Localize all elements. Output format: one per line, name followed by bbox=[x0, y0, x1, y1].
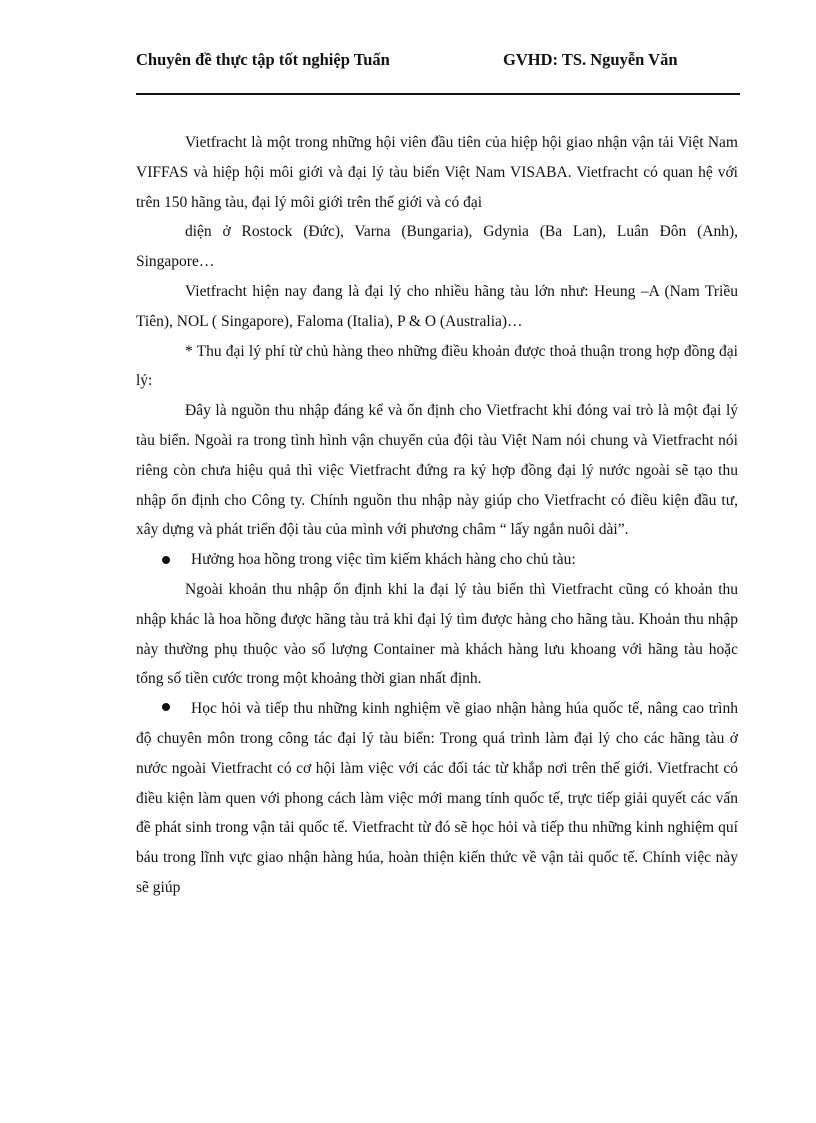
paragraph-text-last-line: Singapore… bbox=[136, 253, 215, 271]
bullet-text: Học hỏi và tiếp thu những kinh nghiệm về giao nhận hàng húa quốc tế, nâng cao trình độ chuyên môn trong công tác đại lý tàu biển: Trong quá trình làm đại lý cho các hãng tàu ở nước ngoài Vietfracht có cơ hội làm việc với các đối tác từ khắp nơi trên thế giới. Vietfracht có điều kiện làm quen với phong cách làm việc mới mang tính quốc tế, trực tiếp giải quyết các vấn đề phát sinh trong vận tải quốc tế. Vietfracht từ đó sẽ học hỏi và tiếp thu những kinh nghiệm quí báu trong lĩnh vực giao nhận hàng húa, hoàn thiện kiến thức về vận tải quốc tế. Chính việc này sẽ giúp bbox=[136, 700, 738, 896]
paragraph-text-indented-line: diện ở Rostock (Đức), Varna (Bungaria), Gdynia (Ba Lan), Luân Đôn (Anh), bbox=[185, 223, 738, 241]
header-supervisor: GVHD: TS. Nguyễn Văn bbox=[503, 50, 678, 69]
header-divider bbox=[136, 93, 740, 95]
bullet-dot-icon bbox=[162, 556, 170, 564]
bullet-dot-icon bbox=[162, 703, 170, 711]
document-body bbox=[136, 128, 738, 903]
paragraph-text: Vietfracht là một trong những hội viên đầu tiên của hiệp hội giao nhận vận tải Việt Nam VIFFAS và hiệp hội môi giới và đại lý tàu biển Việt Nam VISABA. Vietfracht có quan hệ với trên 150 hãng tàu, đại lý môi giới trên thế giới và có đại bbox=[136, 134, 738, 211]
paragraph-agency-fee: * Thu đại lý phí từ chủ hàng theo những điều khoản được thoả thuận trong hợp đồng đại lý: bbox=[136, 342, 738, 390]
paragraph-vietfracht-membership bbox=[136, 128, 738, 277]
bullet-learning-experience bbox=[136, 694, 738, 903]
bullet-text: Hưởng hoa hồng trong việc tìm kiếm khách hàng cho chủ tàu: bbox=[191, 551, 576, 569]
paragraph-commission-income: Ngoài khoản thu nhập ổn định khi la đại lý tàu biển thì Vietfracht cũng có khoản thu nhập khác là hoa hồng được hãng tàu trả khi đại lý tìm được hàng cho hãng tàu. Khoản thu nhập này thường phụ thuộc vào số lượng Container mà khách hàng lưu khoang với hãng tàu hoặc tổng số tiền cước trong một khoảng thời gian nhất định. bbox=[136, 580, 738, 688]
paragraph-agent-for-shipping-lines: Vietfracht hiện nay đang là đại lý cho nhiều hãng tàu lớn như: Heung –A (Nam Triều Tiên), NOL ( Singapore), Faloma (Italia), P & O (Australia)… bbox=[136, 282, 738, 330]
paragraph-stable-income: Đây là nguồn thu nhập đáng kể và ổn định cho Vietfracht khi đóng vai trò là một đại lý tàu biển. Ngoài ra trong tình hình vận chuyển của đội tàu Việt Nam nói chung và Vietfracht nói riêng còn chưa hiệu quả thì việc Vietfracht đứng ra ký hợp đồng đại lý nước ngoài sẽ tạo thu nhập ổn định cho Công ty. Chính nguồn thu nhập này giúp cho Vietfracht có điều kiện đầu tư, xây dựng và phát triển đội tàu của mình với phương châm “ lấy ngắn nuôi dài”. bbox=[136, 402, 738, 539]
page-header bbox=[136, 50, 740, 94]
header-report-title: Chuyên đề thực tập tốt nghiệp Tuấn bbox=[136, 50, 390, 69]
bullet-commission bbox=[136, 545, 738, 575]
